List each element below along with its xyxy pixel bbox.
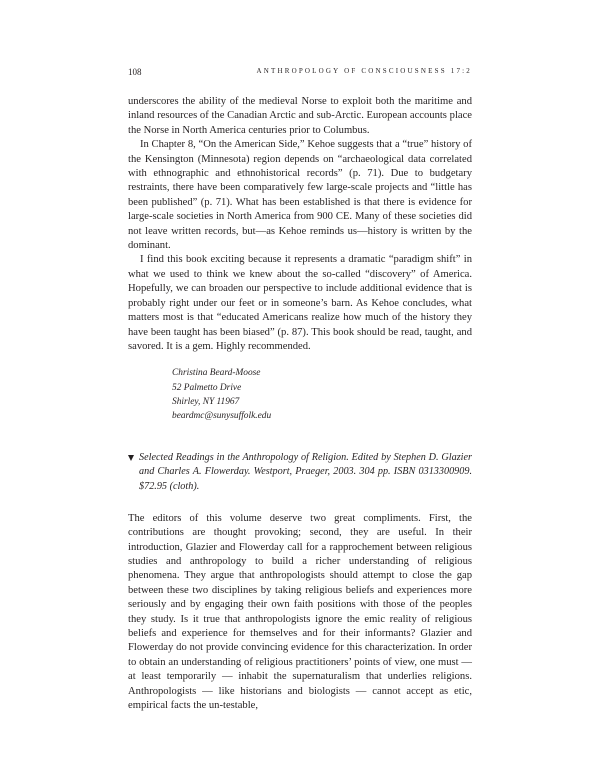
book-citation: Selected Readings in the Anthropology of Religion. Edited by Stephen D. Glazier and Charles A. Flowerday. Westport, Praeger, 2003. 304 pp. ISBN 0313300909. $72.95 (cloth). (139, 452, 472, 492)
book-entry (128, 451, 472, 494)
review-paragraph: The editors of this volume deserve two great compliments. First, the contributions are thought provoking; second, they are useful. In their introduction, Glazier and Flowerday call for a rapprochement between religious studies and anthropology to build a richer understanding of religious phenomena. They argue that anthropologists should attempt to close the gap between these two disciplines by taking religious beliefs and experiences more seriously and by engaging their own faith positions with those of the peoples they study. Is it true that anthropologists ignore the emic reality of religious beliefs and experience for themselves and for their informants? Glazier and Flowerday do not provide convincing evidence for this characterization. In order to obtain an understanding of religious practitioners’ points of view, one must — at least temporarily — inhabit the supernaturalism that underlies religions. Anthropologists — like historians and biologists — cannot accept as etic, empirical facts the un-testable, (128, 512, 472, 712)
reviewer-city: Shirley, NY 11967 (172, 396, 240, 407)
running-head: ANTHROPOLOGY OF CONSCIOUSNESS 17:2 (256, 67, 472, 75)
body-paragraph: I find this book exciting because it represents a dramatic “paradigm shift” in what we used to think we knew about the so-called “discovery” of America. Hopefully, we can broaden our perspective to include additional evidence that is probably right under our feet or in someone’s barn. As Kehoe concludes, what matters most is that “educated Americans realize how much of the history they have been taught has been biased” (p. 87). This book should be read, taught, and savored. It is a gem. Highly recommended. (128, 254, 472, 352)
reviewer-signature (172, 366, 472, 423)
page-body (128, 95, 472, 713)
triangle-bullet-icon (128, 455, 134, 461)
page-number: 108 (128, 67, 142, 77)
reviewer-name: Christina Beard-Moose (172, 368, 261, 379)
page-header (128, 67, 472, 81)
body-paragraph-continued: underscores the ability of the medieval Norse to exploit both the maritime and inland resources of the Canadian Arctic and sub-Arctic. European accounts place the Norse in North America centuries prior to Columbus. (128, 96, 472, 136)
reviewer-email: beardmc@sunysuffolk.edu (172, 410, 272, 421)
reviewer-street: 52 Palmetto Drive (172, 382, 242, 393)
body-paragraph: In Chapter 8, “On the American Side,” Kehoe suggests that a “true” history of the Kensington (Minnesota) region depends on “archaeological data correlated with ethnographic and ethnohistorical records” (p. 71). Due to budgetary restraints, there have been comparatively few large-scale projects and “little has been published” (p. 71). What has been established is that there is evidence for large-scale societies in North America from 900 CE. Many of these societies did not leave written records, but—as Kehoe reminds us—history is written by the dominant. (128, 139, 472, 252)
